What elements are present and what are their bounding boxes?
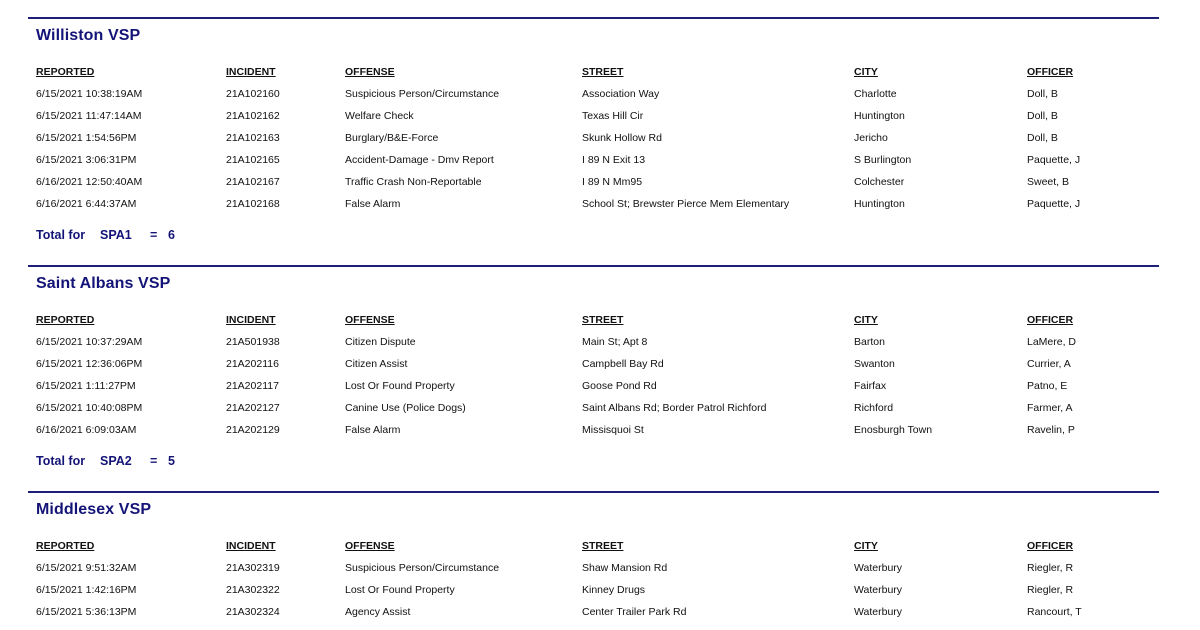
cell-city: Enosburgh Town	[854, 424, 933, 436]
cell-city: Colchester	[854, 176, 905, 188]
cell-incident: 21A102167	[226, 176, 280, 188]
table-row	[28, 132, 1159, 146]
cell-city: Charlotte	[854, 88, 897, 100]
table-row	[28, 110, 1159, 124]
table-row	[28, 88, 1159, 102]
cell-incident: 21A302322	[226, 584, 280, 596]
cell-street: School St; Brewster Pierce Mem Elementary	[582, 198, 790, 210]
column-header-city: CITY	[854, 314, 878, 326]
cell-offense: False Alarm	[345, 198, 401, 210]
cell-city: Jericho	[854, 132, 888, 144]
section-title: Williston VSP	[36, 27, 141, 44]
column-header-street: STREET	[582, 66, 624, 78]
cell-city: Barton	[854, 336, 885, 348]
column-header-reported: REPORTED	[36, 314, 95, 326]
cell-city: Richford	[854, 402, 894, 414]
cell-offense: Citizen Assist	[345, 358, 408, 370]
cell-officer: Doll, B	[1027, 132, 1058, 144]
column-header-reported: REPORTED	[36, 66, 95, 78]
cell-city: Swanton	[854, 358, 895, 370]
cell-reported: 6/15/2021 1:54:56PM	[36, 132, 137, 144]
column-header-officer: OFFICER	[1027, 314, 1074, 326]
total-code: SPA2	[100, 454, 132, 468]
cell-street: Main St; Apt 8	[582, 336, 648, 348]
cell-incident: 21A202127	[226, 402, 280, 414]
section-divider	[28, 265, 1159, 267]
cell-offense: Canine Use (Police Dogs)	[345, 402, 466, 414]
table-row	[28, 584, 1159, 598]
table-row	[28, 336, 1159, 350]
cell-incident: 21A302319	[226, 562, 280, 574]
column-header-street: STREET	[582, 540, 624, 552]
cell-street: Shaw Mansion Rd	[582, 562, 668, 574]
total-equals: =	[150, 228, 158, 242]
cell-reported: 6/16/2021 12:50:40AM	[36, 176, 143, 188]
cell-reported: 6/15/2021 1:42:16PM	[36, 584, 137, 596]
cell-city: Waterbury	[854, 584, 903, 596]
cell-offense: Accident-Damage - Dmv Report	[345, 154, 494, 166]
cell-reported: 6/15/2021 10:37:29AM	[36, 336, 143, 348]
cell-city: Huntington	[854, 110, 905, 122]
cell-offense: Welfare Check	[345, 110, 414, 122]
table-row	[28, 380, 1159, 394]
cell-street: Skunk Hollow Rd	[582, 132, 662, 144]
column-header-incident: INCIDENT	[226, 314, 276, 326]
cell-offense: Burglary/B&E-Force	[345, 132, 439, 144]
cell-reported: 6/15/2021 12:36:06PM	[36, 358, 143, 370]
column-header-city: CITY	[854, 66, 878, 78]
table-row	[28, 358, 1159, 372]
cell-incident: 21A302324	[226, 606, 280, 618]
column-header-officer: OFFICER	[1027, 540, 1074, 552]
report-section	[28, 491, 1159, 618]
cell-reported: 6/15/2021 9:51:32AM	[36, 562, 137, 574]
cell-street: Center Trailer Park Rd	[582, 606, 687, 618]
cell-officer: Doll, B	[1027, 88, 1058, 100]
cell-reported: 6/15/2021 10:38:19AM	[36, 88, 143, 100]
cell-offense: Lost Or Found Property	[345, 380, 455, 392]
table-row	[28, 154, 1159, 168]
cell-city: Fairfax	[854, 380, 887, 392]
cell-offense: Suspicious Person/Circumstance	[345, 88, 500, 100]
cell-street: Campbell Bay Rd	[582, 358, 664, 370]
cell-reported: 6/15/2021 1:11:27PM	[36, 380, 136, 392]
cell-incident: 21A102163	[226, 132, 280, 144]
cell-city: Huntington	[854, 198, 905, 210]
cell-street: Saint Albans Rd; Border Patrol Richford	[582, 402, 767, 414]
cell-officer: Paquette, J	[1027, 154, 1081, 166]
cell-officer: Riegler, R	[1027, 584, 1074, 596]
column-header-incident: INCIDENT	[226, 540, 276, 552]
section-divider	[28, 491, 1159, 493]
table-row	[28, 198, 1159, 212]
cell-offense: Citizen Dispute	[345, 336, 416, 348]
total-label: Total for	[36, 454, 86, 468]
report-section	[28, 17, 1159, 242]
total-code: SPA1	[100, 228, 132, 242]
cell-street: Texas Hill Cir	[582, 110, 644, 122]
cell-incident: 21A102160	[226, 88, 280, 100]
table-row	[28, 562, 1159, 576]
cell-street: Goose Pond Rd	[582, 380, 657, 392]
cell-street: Kinney Drugs	[582, 584, 646, 596]
table-row	[28, 424, 1159, 438]
cell-offense: Traffic Crash Non-Reportable	[345, 176, 482, 188]
total-label: Total for	[36, 228, 86, 242]
total-count: 6	[168, 228, 175, 242]
cell-officer: Farmer, A	[1027, 402, 1073, 414]
cell-street: I 89 N Mm95	[582, 176, 643, 188]
cell-officer: Paquette, J	[1027, 198, 1081, 210]
total-count: 5	[168, 454, 175, 468]
cell-city: Waterbury	[854, 562, 903, 574]
cell-incident: 21A102162	[226, 110, 280, 122]
cell-incident: 21A202129	[226, 424, 280, 436]
cell-reported: 6/15/2021 10:40:08PM	[36, 402, 143, 414]
report-section	[28, 265, 1159, 468]
section-divider	[28, 17, 1159, 19]
cell-incident: 21A501938	[226, 336, 280, 348]
cell-city: Waterbury	[854, 606, 903, 618]
cell-reported: 6/16/2021 6:44:37AM	[36, 198, 137, 210]
cell-incident: 21A202117	[226, 380, 279, 392]
column-header-incident: INCIDENT	[226, 66, 276, 78]
cell-street: Association Way	[582, 88, 660, 100]
cell-officer: Currier, A	[1027, 358, 1071, 370]
cell-offense: Lost Or Found Property	[345, 584, 455, 596]
column-header-reported: REPORTED	[36, 540, 95, 552]
cell-street: I 89 N Exit 13	[582, 154, 646, 166]
section-title: Middlesex VSP	[36, 501, 152, 518]
cell-reported: 6/15/2021 5:36:13PM	[36, 606, 137, 618]
column-header-officer: OFFICER	[1027, 66, 1074, 78]
cell-reported: 6/15/2021 3:06:31PM	[36, 154, 137, 166]
column-header-offense: OFFENSE	[345, 314, 395, 326]
cell-officer: Rancourt, T	[1027, 606, 1082, 618]
column-header-offense: OFFENSE	[345, 66, 395, 78]
cell-city: S Burlington	[854, 154, 912, 166]
cell-officer: Patno, E	[1027, 380, 1068, 392]
column-header-offense: OFFENSE	[345, 540, 395, 552]
cell-incident: 21A102168	[226, 198, 280, 210]
cell-officer: LaMere, D	[1027, 336, 1077, 348]
cell-offense: False Alarm	[345, 424, 401, 436]
table-row	[28, 176, 1159, 190]
cell-reported: 6/15/2021 11:47:14AM	[36, 110, 142, 122]
total-equals: =	[150, 454, 158, 468]
cell-reported: 6/16/2021 6:09:03AM	[36, 424, 137, 436]
section-title: Saint Albans VSP	[36, 275, 171, 292]
column-header-row	[28, 66, 1159, 80]
table-row	[28, 402, 1159, 416]
cell-offense: Agency Assist	[345, 606, 411, 618]
column-header-row	[28, 540, 1159, 554]
cell-officer: Doll, B	[1027, 110, 1058, 122]
cell-officer: Sweet, B	[1027, 176, 1070, 188]
column-header-city: CITY	[854, 540, 878, 552]
cell-incident: 21A102165	[226, 154, 280, 166]
cell-incident: 21A202116	[226, 358, 279, 370]
cell-street: Missisquoi St	[582, 424, 644, 436]
table-row	[28, 606, 1159, 620]
cell-officer: Riegler, R	[1027, 562, 1074, 574]
cell-offense: Suspicious Person/Circumstance	[345, 562, 500, 574]
cell-officer: Ravelin, P	[1027, 424, 1075, 436]
column-header-row	[28, 314, 1159, 328]
column-header-street: STREET	[582, 314, 624, 326]
